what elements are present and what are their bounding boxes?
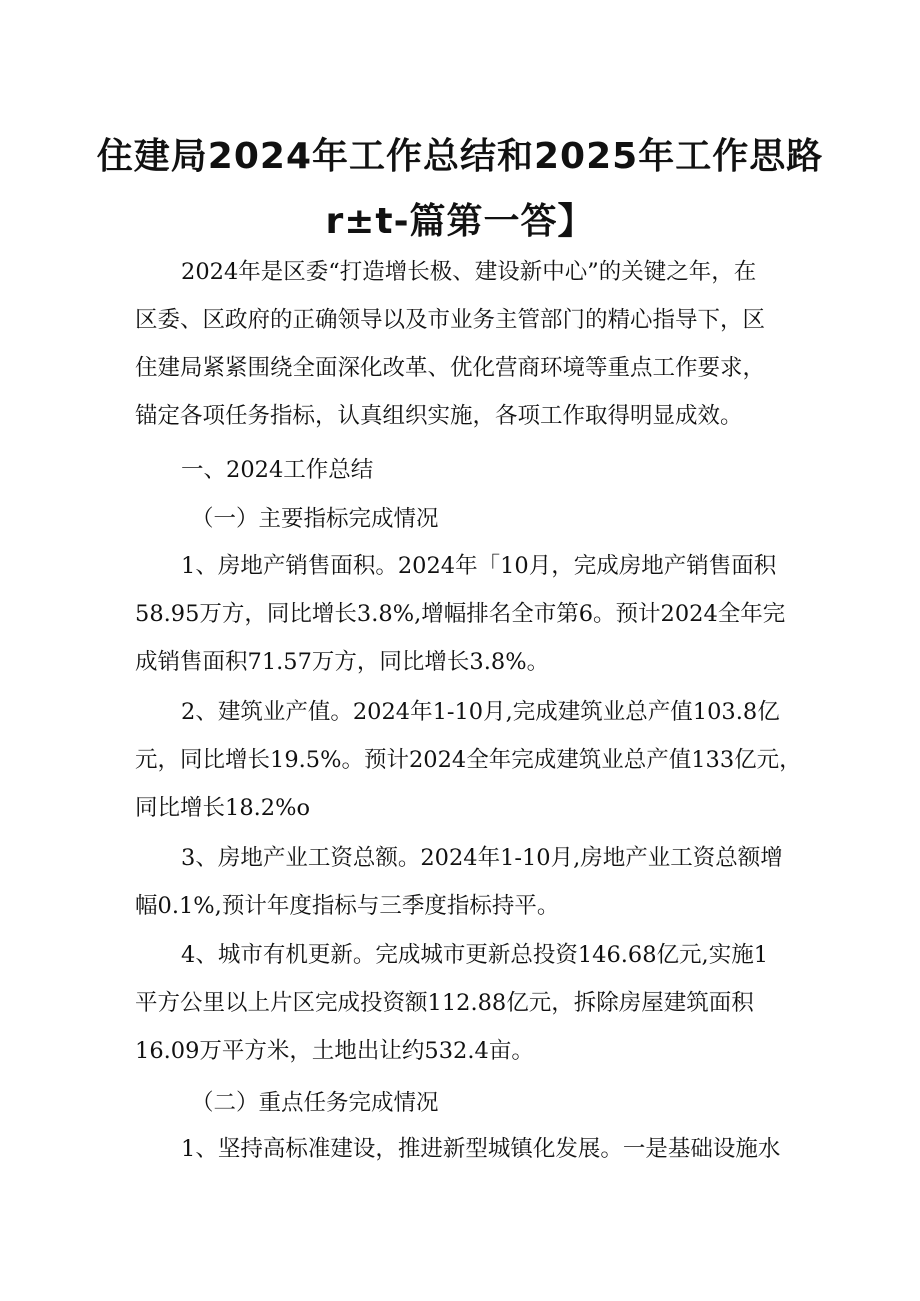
paragraph-line: 锚定各项任务指标，认真组织实施，各项工作取得明显成效。 bbox=[135, 403, 743, 429]
paragraph-line: 58.95万方，同比增长3.8%,增幅排名全市第6。预计2024全年完 bbox=[135, 601, 786, 627]
paragraph-line: 幅0.1%,预计年度指标与三季度指标持平。 bbox=[135, 893, 560, 919]
item-paragraph bbox=[135, 1125, 795, 1173]
paragraph-line: 区委、区政府的正确领导以及市业务主管部门的精心指导下，区 bbox=[135, 307, 766, 333]
paragraph-line: 平方公里以上片区完成投资额112.88亿元，拆除房屋建筑面积 bbox=[135, 990, 754, 1016]
intro-paragraph bbox=[135, 248, 795, 440]
document-title: 住建局2024年工作总结和2025年工作思路 bbox=[96, 136, 824, 177]
paragraph-line: 同比增长18.2%o bbox=[135, 795, 311, 821]
item-paragraph bbox=[135, 542, 795, 686]
subsection-heading: （一）主要指标完成情况 bbox=[191, 506, 439, 532]
item-paragraph bbox=[135, 834, 795, 930]
paragraph-line: 4、城市有机更新。完成城市更新总投资146.68亿元,实施1 bbox=[181, 942, 769, 968]
paragraph-line: 2、建筑业产值。2024年1-10月,完成建筑业总产值103.8亿 bbox=[181, 699, 780, 725]
section-heading: 一、2024工作总结 bbox=[181, 457, 374, 483]
paragraph-line: 元，同比增长19.5%。预计2024全年完成建筑业总产值133亿元， bbox=[135, 747, 802, 773]
paragraph-line: 住建局紧紧围绕全面深化改革、优化营商环境等重点工作要求， bbox=[135, 355, 766, 381]
paragraph-line: 2024年是区委“打造增长极、建设新中心”的关键之年，在 bbox=[181, 259, 757, 285]
item-paragraph bbox=[135, 931, 795, 1075]
document-subtitle: r±t-篇第一答】 bbox=[325, 201, 595, 242]
paragraph-line: 3、房地产业工资总额。2024年1-10月,房地产业工资总额增 bbox=[181, 845, 783, 871]
subsection-heading: （二）重点任务完成情况 bbox=[191, 1090, 439, 1116]
item-paragraph bbox=[135, 688, 802, 832]
paragraph-line: 1、房地产销售面积。2024年「10月，完成房地产销售面积 bbox=[181, 553, 777, 579]
paragraph-line: 1、坚持高标准建设，推进新型城镇化发展。一是基础设施水 bbox=[181, 1136, 781, 1162]
paragraph-line: 成销售面积71.57万方，同比增长3.8%。 bbox=[135, 649, 550, 675]
paragraph-line: 16.09万平方米，土地出让约532.4亩。 bbox=[135, 1038, 534, 1064]
